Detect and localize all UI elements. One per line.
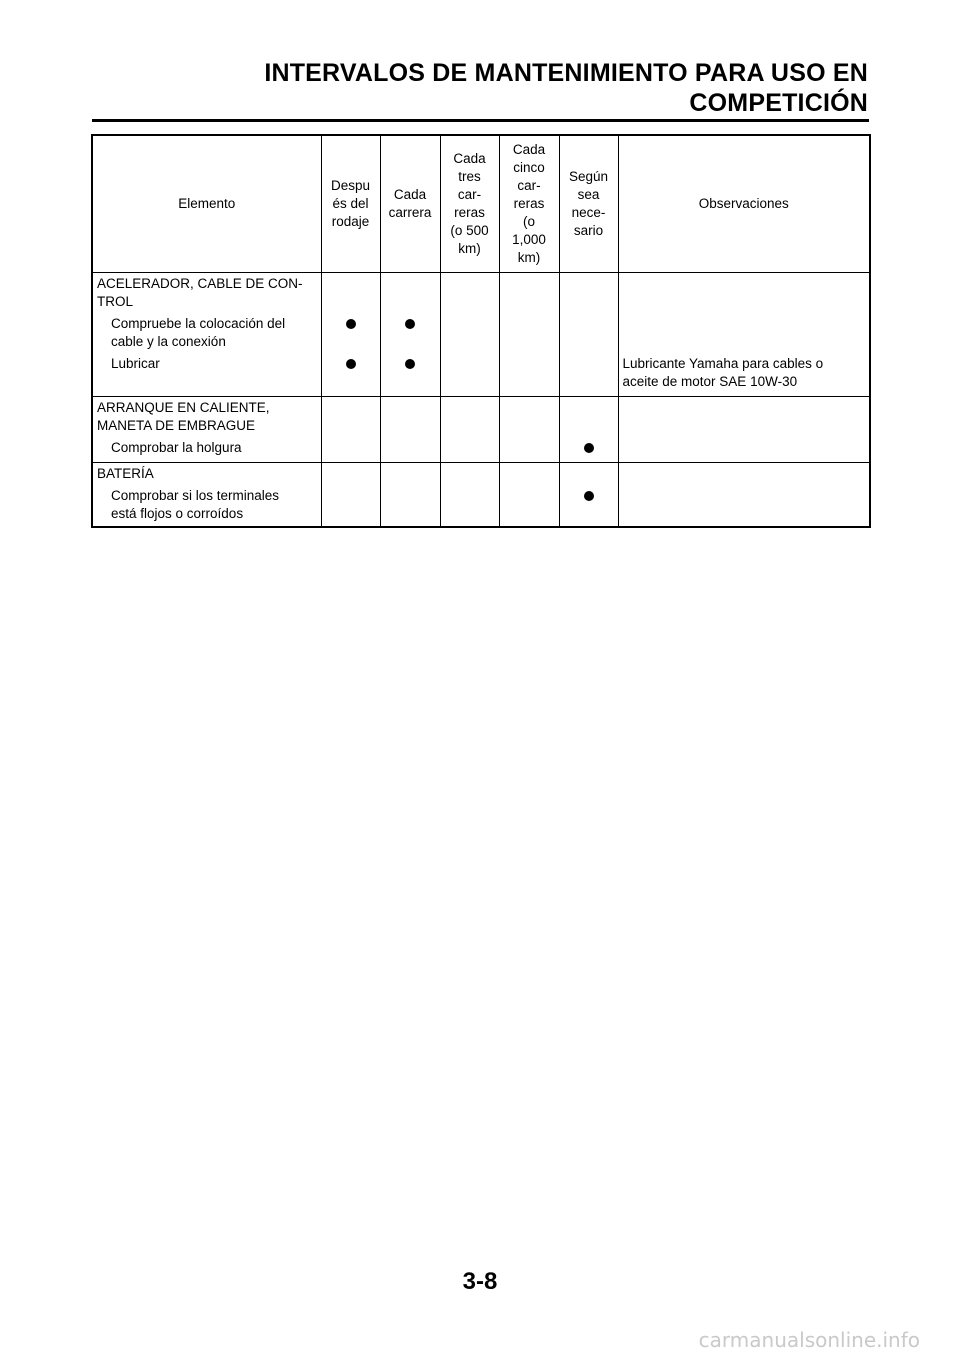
column-header-line: km) (517, 250, 541, 265)
cell-carrera (380, 273, 440, 397)
cell-segun (559, 397, 618, 463)
cell-spacer (619, 397, 870, 435)
column-header-line: 1,000 (512, 232, 546, 247)
mark-slot (381, 315, 440, 351)
page-title (264, 58, 868, 118)
column-header-line: car- (517, 178, 541, 193)
mark-slot (381, 487, 440, 523)
item-line: está flojos o corroídos (111, 506, 244, 521)
bullet-mark-icon (346, 319, 356, 329)
cell-spacer (500, 463, 559, 483)
column-header-cada-tres-carreras (440, 135, 499, 273)
mark-slot (381, 355, 440, 391)
item-line: Comprobar si los terminales (111, 488, 280, 503)
bullet-mark-icon (584, 443, 594, 453)
mark-slot (381, 439, 440, 457)
category-label (93, 273, 321, 311)
cell-spacer (322, 463, 380, 483)
column-header-line: reras (513, 196, 545, 211)
observation (619, 439, 870, 457)
cell-segun (559, 463, 618, 527)
cell-elemento (92, 397, 321, 463)
table-row (92, 273, 870, 397)
cell-spacer (560, 397, 618, 435)
cell-tres (440, 463, 499, 527)
cell-observaciones (618, 273, 870, 397)
column-header-line: car- (457, 187, 482, 202)
column-header-line: km) (458, 241, 481, 256)
page-title-line-1: INTERVALOS DE MANTENIMIENTO PARA USO EN (264, 59, 868, 87)
column-header-line: rodaje (331, 214, 370, 229)
category-line: ACELERADOR, CABLE DE CON- (97, 276, 303, 291)
cell-spacer (500, 273, 559, 311)
mark-slot (441, 487, 499, 523)
mark-slot (560, 355, 618, 391)
cell-spacer (560, 273, 618, 311)
mark-slot (560, 487, 618, 523)
column-header-line: (o 500 (450, 223, 489, 238)
item-line: Comprobar la holgura (111, 440, 242, 455)
mark-slot (322, 487, 380, 523)
column-header-line: sario (573, 223, 604, 238)
item-line: Lubricar (111, 356, 160, 371)
column-header-line: nece- (571, 205, 606, 220)
column-header-line: Según (568, 169, 609, 184)
cell-despues (321, 397, 380, 463)
page-number: 3-8 (462, 1268, 498, 1295)
watermark: carmanualsonline.info (698, 1328, 920, 1352)
mark-slot (322, 355, 380, 391)
cell-observaciones (618, 463, 870, 527)
table-body (92, 273, 870, 527)
mark-slot (441, 439, 499, 457)
column-header-cada-cinco-carreras (499, 135, 559, 273)
cell-spacer (322, 273, 380, 311)
column-header-line: Cada (512, 142, 546, 157)
mark-slot (500, 439, 559, 457)
column-header-label: Elemento (178, 196, 236, 211)
cell-spacer (381, 397, 440, 435)
cell-cinco (499, 397, 559, 463)
item-label (93, 355, 321, 391)
mark-slot (441, 315, 499, 351)
cell-segun (559, 273, 618, 397)
category-line: ARRANQUE EN CALIENTE, (97, 400, 270, 415)
column-header-line: és del (332, 196, 369, 211)
mark-slot (500, 355, 559, 391)
column-header-line: sea (577, 187, 600, 202)
column-header-segun-sea-necesario (559, 135, 618, 273)
column-header-observaciones (618, 135, 870, 273)
cell-despues (321, 273, 380, 397)
cell-carrera (380, 463, 440, 527)
item-line: cable y la conexión (111, 334, 226, 349)
cell-despues (321, 463, 380, 527)
cell-spacer (381, 463, 440, 483)
cell-spacer (441, 397, 499, 435)
column-header-line: Cada (453, 151, 486, 166)
column-header-elemento (92, 135, 321, 273)
column-header-line: carrera (388, 205, 432, 220)
mark-slot (322, 315, 380, 351)
maintenance-table (91, 134, 871, 528)
observation (619, 487, 870, 523)
mark-slot (560, 315, 618, 351)
item-label (93, 315, 321, 351)
column-header-line: reras (454, 205, 485, 220)
observation (619, 315, 870, 351)
cell-tres (440, 273, 499, 397)
mark-slot (322, 439, 380, 457)
bullet-mark-icon (584, 491, 594, 501)
cell-spacer (441, 273, 499, 311)
column-header-line: Despu (330, 178, 371, 193)
observation-line: Lubricante Yamaha para cables o (622, 356, 824, 371)
cell-cinco (499, 273, 559, 397)
cell-spacer (500, 397, 559, 435)
bullet-mark-icon (405, 319, 415, 329)
mark-slot (560, 439, 618, 457)
mark-slot (441, 355, 499, 391)
category-line: BATERÍA (97, 466, 154, 481)
category-label (93, 463, 321, 483)
cell-spacer (381, 273, 440, 311)
table-header-row (92, 135, 870, 273)
cell-cinco (499, 463, 559, 527)
table-row (92, 397, 870, 463)
category-label (93, 397, 321, 435)
cell-spacer (560, 463, 618, 483)
table-row (92, 463, 870, 527)
mark-slot (500, 487, 559, 523)
title-rule (92, 119, 869, 122)
column-header-line: Cada (393, 187, 427, 202)
cell-elemento (92, 273, 321, 397)
cell-elemento (92, 463, 321, 527)
category-line: MANETA DE EMBRAGUE (97, 418, 256, 433)
cell-observaciones (618, 397, 870, 463)
item-label (93, 439, 321, 457)
cell-tres (440, 397, 499, 463)
observation-line: aceite de motor SAE 10W-30 (622, 374, 798, 389)
cell-spacer (322, 397, 380, 435)
item-label (93, 487, 321, 523)
category-line: TROL (97, 294, 134, 309)
column-header-despues-del-rodaje (321, 135, 380, 273)
observation (619, 355, 870, 391)
mark-slot (500, 315, 559, 351)
column-header-line: cinco (513, 160, 545, 175)
bullet-mark-icon (405, 359, 415, 369)
column-header-line: tres (458, 169, 481, 184)
cell-spacer (619, 463, 870, 483)
page-title-line-2: COMPETICIÓN (689, 89, 868, 117)
cell-spacer (619, 273, 870, 311)
column-header-label: Observaciones (698, 196, 789, 211)
item-line: Compruebe la colocación del (111, 316, 286, 331)
column-header-line: (o (522, 214, 535, 229)
column-header-cada-carrera (380, 135, 440, 273)
cell-spacer (441, 463, 499, 483)
cell-carrera (380, 397, 440, 463)
bullet-mark-icon (346, 359, 356, 369)
